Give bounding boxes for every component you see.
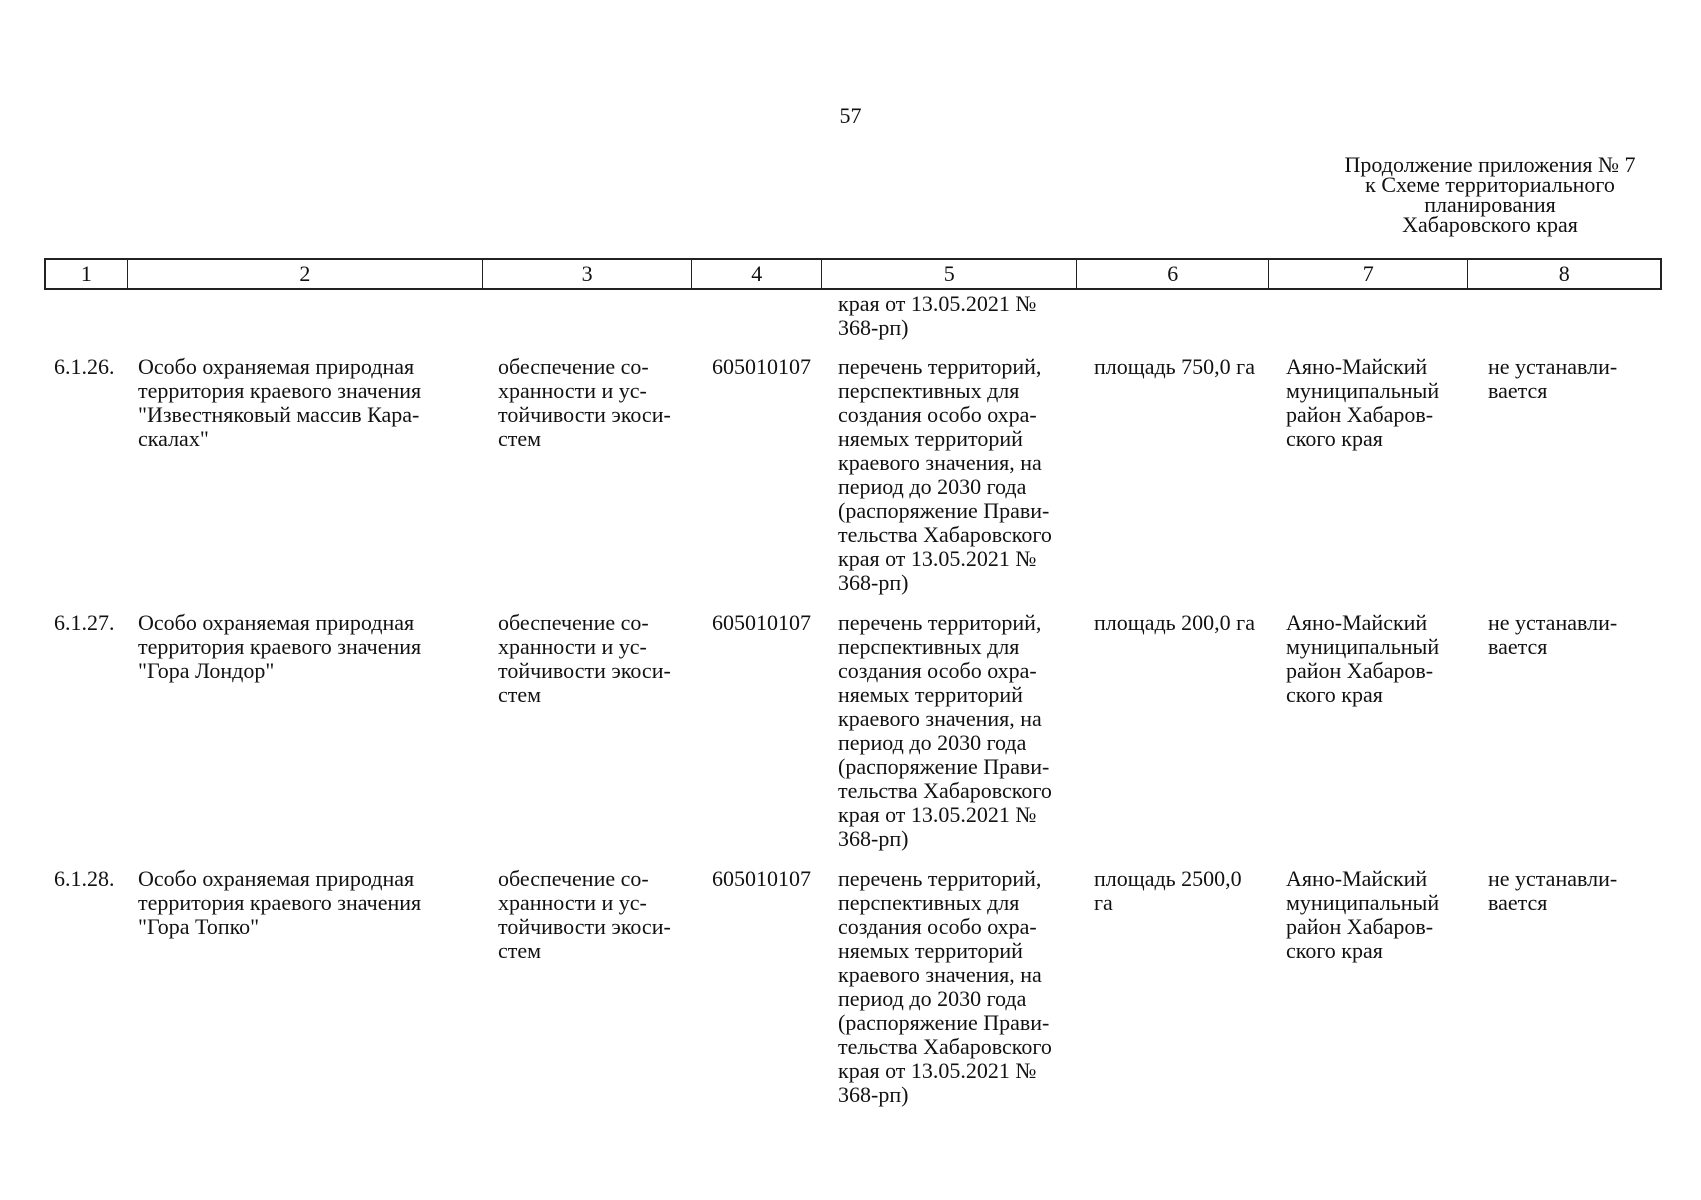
object-zone: не устанавли- вается <box>1488 354 1618 403</box>
object-name: Особо охраняемая природная территория краевого значения "Гора Топко" <box>138 866 422 939</box>
column-header: 4 <box>692 260 822 288</box>
object-basis: перечень территорий, перспективных для создания особо охра- няемых территорий краевого значения, на период до 2030 года (распоряжение Прави- тельства Хабаровского края от 13.05.2021 № 368-рп) <box>838 354 1052 595</box>
appendix-note-line: Хабаровского края <box>1402 212 1578 237</box>
row-number: 6.1.26. <box>54 354 115 379</box>
appendix-note-line: к Схеме территориального <box>1365 172 1615 197</box>
object-area: площадь 200,0 га <box>1094 610 1255 635</box>
object-code: 605010107 <box>712 866 811 891</box>
object-basis: перечень территорий, перспективных для создания особо охра- няемых территорий краевого значения, на период до 2030 года (распоряжение Прави- тельства Хабаровского края от 13.05.2021 № 368-рп) <box>838 610 1052 851</box>
object-name: Особо охраняемая природная территория краевого значения "Известняковый массив Кара- скалах" <box>138 354 422 451</box>
object-name: Особо охраняемая природная территория краевого значения "Гора Лондор" <box>138 610 422 683</box>
object-purpose: обеспечение со- хранности и ус- тойчивости экоси- стем <box>498 354 671 451</box>
appendix-note <box>1280 152 1700 237</box>
object-location: Аяно-Майский муниципальный район Хабаров- ского края <box>1286 354 1440 451</box>
column-header: 2 <box>128 260 483 288</box>
column-header: 8 <box>1558 261 1570 286</box>
object-purpose: обеспечение со- хранности и ус- тойчивости экоси- стем <box>498 866 671 963</box>
object-basis: перечень территорий, перспективных для создания особо охра- няемых территорий краевого значения, на период до 2030 года (распоряжение Прави- тельства Хабаровского края от 13.05.2021 № 368-рп) <box>838 866 1052 1107</box>
appendix-note-line: планирования <box>1424 192 1556 217</box>
row-number: 6.1.28. <box>54 866 115 891</box>
object-purpose: обеспечение со- хранности и ус- тойчивости экоси- стем <box>498 610 671 707</box>
object-location: Аяно-Майский муниципальный район Хабаров- ского края <box>1286 866 1440 963</box>
column-header: 7 <box>1269 260 1469 288</box>
object-code: 605010107 <box>712 610 811 635</box>
object-zone: не устанавли- вается <box>1488 610 1618 659</box>
object-code: 605010107 <box>712 354 811 379</box>
column-header: 1 <box>46 260 128 288</box>
row-number: 6.1.27. <box>54 610 115 635</box>
object-area: площадь 750,0 га <box>1094 354 1255 379</box>
column-header: 6 <box>1077 260 1269 288</box>
page-number: 57 <box>839 103 862 128</box>
table-header-row <box>44 258 1662 290</box>
continuation-text: края от 13.05.2021 № 368-рп) <box>838 291 1037 340</box>
column-header: 5 <box>822 260 1077 288</box>
appendix-note-line: Продолжение приложения № 7 <box>1344 152 1636 177</box>
object-area: площадь 2500,0 га <box>1094 866 1242 915</box>
object-location: Аяно-Майский муниципальный район Хабаров- ского края <box>1286 610 1440 707</box>
column-header: 3 <box>483 260 692 288</box>
object-zone: не устанавли- вается <box>1488 866 1618 915</box>
